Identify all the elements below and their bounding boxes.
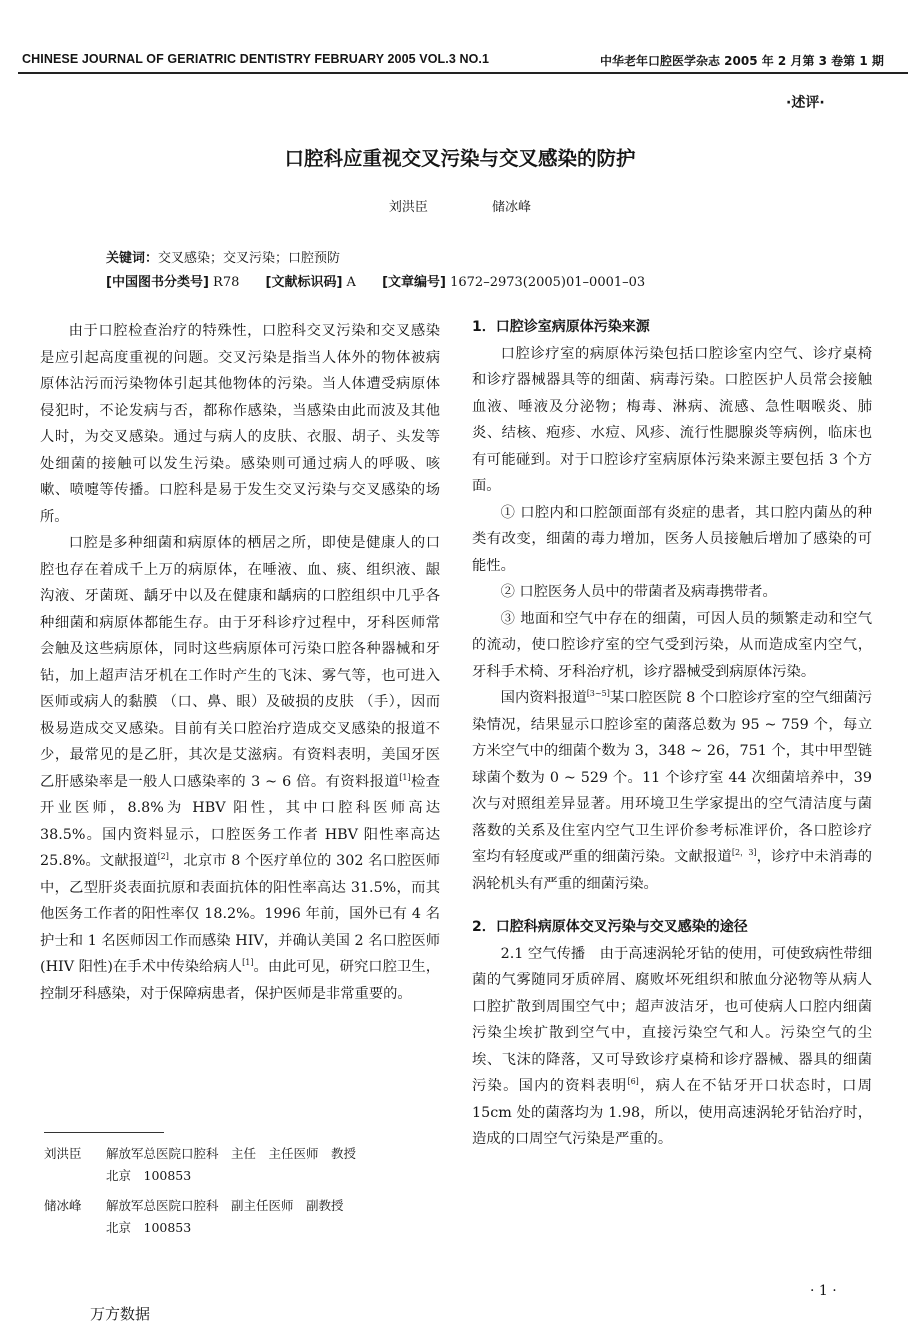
- citation: [2，3]: [731, 848, 757, 857]
- text-run: 某口腔医院 8 个口腔诊疗室的空气细菌污染情况，结果显示口腔诊室的菌落总数为 95 ~ 759 个，每立方米空气中的细菌个数为 3，348 ~ 26，751 个，其中甲型链球菌个数为 0 ~ 529 个。11 个诊疗室 44 次细菌培养中，39 次与对照组差异显著。用环境卫生学家提出的空气清洁度与菌落数的关系及住室内空气卫生评价参考标准评价，各口腔诊疗室均有轻度或严重的细菌污染。文献报道: [472, 690, 873, 865]
- page-number: · 1 ·: [810, 1283, 837, 1299]
- classification-line: [106, 271, 667, 290]
- left-column: [40, 318, 440, 1007]
- footnote-author-1: [44, 1143, 356, 1187]
- watermark-text: 万方数据: [90, 1305, 151, 1323]
- clc-label: [中国图书分类号]: [106, 275, 209, 290]
- paragraph-oral-pathogens: [40, 530, 440, 1007]
- author-line: 刘洪臣 储冰峰: [388, 200, 532, 215]
- keywords-label: 关键词：: [106, 251, 159, 266]
- section-heading-2: 2．口腔科病原体交叉污染与交叉感染的途径: [472, 919, 748, 935]
- text-run: ，诊疗中未消毒的涡轮机头有严重的细菌污染。: [472, 849, 873, 892]
- text-run: 检查开业医师，8.8%为 HBV 阳性，其中口腔科医师高达 38.5%。国内资料显示，口腔医务工作者 HBV 阳性率高达 25.8%。文献报道: [40, 773, 440, 869]
- clc-value: R78: [213, 275, 240, 290]
- citation: [2]: [157, 852, 169, 861]
- footnote-address: 北京 100853: [106, 1220, 192, 1235]
- article-number-value: 1672–2973(2005)01–0001–03: [450, 275, 646, 290]
- running-header-chinese: 中华老年口腔医学杂志 2005 年 2 月第 3 卷第 1 期: [600, 54, 884, 68]
- footnote-name: 储冰峰: [44, 1198, 82, 1213]
- running-header-english: CHINESE JOURNAL OF GERIATRIC DENTISTRY FEBRUARY 2005 VOL.3 NO.1: [22, 52, 490, 66]
- footnote-address: 北京 100853: [106, 1168, 192, 1183]
- article-title: 口腔科应重视交叉污染与交叉感染的防护: [284, 147, 636, 170]
- footnote-author-2: [44, 1195, 344, 1239]
- citation: [1]: [399, 772, 411, 782]
- keywords-line: [106, 247, 362, 266]
- text-run: 口腔是多种细菌和病原体的栖居之所，即使是健康人的口腔也存在着成千上万的病原体，在唾液、血、痰、组织液、龈沟液、牙菌斑、龋牙中以及在健康和龋病的口腔组织中几乎各种细菌和病原体都能生存。由于牙科诊疗过程中，牙科医师常会触及这些病原体，同时这些病原体可污染口腔各种器械和牙钻，加上超声洁牙机在工作时产生的飞沫、雾气等，也可进入医师或病人的黏膜 （口、鼻、眼）及破损的皮肤 （手），因而极易造成交叉感染。目前有关口腔治疗造成交叉感染的报道不少，最常见的是乙肝，其次是艾滋病。有资料表明，美国牙医乙肝感染率是一般人口感染率的 3 ~ 6 倍。有资料报道: [40, 535, 440, 790]
- citation: [3~5]: [586, 689, 610, 698]
- article-number-label: [文章编号]: [382, 275, 446, 290]
- paragraph-domestic-data: [472, 685, 872, 897]
- doc-code-value: A: [346, 275, 356, 290]
- footnote-affiliation: 解放军总医院口腔科 主任 主任医师 教授: [106, 1146, 357, 1161]
- text-run: ，北京市 8 个医疗单位的 302 名口腔医师中，乙型肝炎表面抗原和表面抗体的阳性率高达 31.5%，而其他医务工作者的阳性率仅 18.2%。1996 年前，国外已有 4 名护士和 1 名医师因工作而感染 HIV，并确认美国 2 名口腔医师(HIV 阳性)在手术中传染给病人: [40, 853, 440, 975]
- list-item-3: ③ 地面和空气中存在的细菌，可因人员的频繁走动和空气的流动，使口腔诊疗室的空气受到污染，从而造成室内空气，牙科手术椅、牙科治疗机，诊疗器械受到病原体污染。: [472, 610, 872, 680]
- column-label: ·述评·: [786, 95, 825, 111]
- header-rule: [18, 72, 908, 74]
- text-run: 国内资料报道: [500, 690, 587, 706]
- list-item-2: ② 口腔医务人员中的带菌者及病毒携带者。: [500, 584, 777, 600]
- text-run: 。由此可见，研究口腔卫生，控制牙科感染，对于保障病患者，保护医师是非常重要的。: [40, 959, 441, 1002]
- footnote-rule: [44, 1132, 164, 1133]
- list-item-1: ① 口腔内和口腔颌面部有炎症的患者，其口腔内菌丛的种类有改变，细菌的毒力增加，医务人员接触后增加了感染的可能性。: [472, 504, 872, 574]
- right-column: [472, 314, 872, 1153]
- text-run: 2.1 空气传播 由于高速涡轮牙钻的使用，可使致病性带细菌的气雾随同牙质碎屑、腐败坏死组织和脓血分泌物等从病人口腔扩散到周围空气中；超声波洁牙，也可使病人口腔内细菌污染尘埃扩散到空气中，直接污染空气和人。污染空气的尘埃、飞沫的降落，又可导致诊疗桌椅和诊疗器械、器具的细菌污染。国内的资料表明: [472, 945, 872, 1094]
- doc-code-label: [文献标识码]: [265, 275, 343, 290]
- footnote-name: 刘洪臣: [44, 1146, 82, 1161]
- paragraph-intro: 由于口腔检查治疗的特殊性，口腔科交叉污染和交叉感染是应引起高度重视的问题。交叉污染是指当人体外的物体被病原体沾污而污染物体引起其他物体的污染。当人体遭受病原体侵犯时，不论发病与否，都称作感染，当感染由此而波及其他人时，为交叉感染。通过与病人的皮肤、衣服、胡子、头发等处细菌的接触可以发生污染。感染则可通过病人的呼吸、咳嗽、喷嚏等传播。口腔科是易于发生交叉污染与交叉感染的场所。: [40, 323, 440, 525]
- section-heading-1: 1．口腔诊室病原体污染来源: [472, 319, 650, 335]
- keywords-value: 交叉感染；交叉污染；口腔预防: [158, 251, 341, 266]
- paragraph-sources: 口腔诊疗室的病原体污染包括口腔诊室内空气、诊疗桌椅和诊疗器械器具等的细菌、病毒污染。口腔医护人员常会接触血液、唾液及分泌物；梅毒、淋病、流感、急性咽喉炎、肺炎、结核、疱疹、水痘、风疹、流行性腮腺炎等病例，临床也有可能碰到。对于口腔诊疗室病原体污染来源主要包括 3 个方面。: [472, 345, 872, 494]
- footnote-affiliation: 解放军总医院口腔科 副主任医师 副教授: [106, 1198, 344, 1213]
- paragraph-air-transmission: [472, 941, 872, 1153]
- citation: [6]: [627, 1077, 639, 1086]
- text-run: ，病人在不钻牙开口状态时，口周 15cm 处的菌落均为 1.98，所以，使用高速涡轮牙钻治疗时，造成的口周空气污染是严重的。: [472, 1078, 873, 1147]
- citation: [1]: [242, 958, 254, 967]
